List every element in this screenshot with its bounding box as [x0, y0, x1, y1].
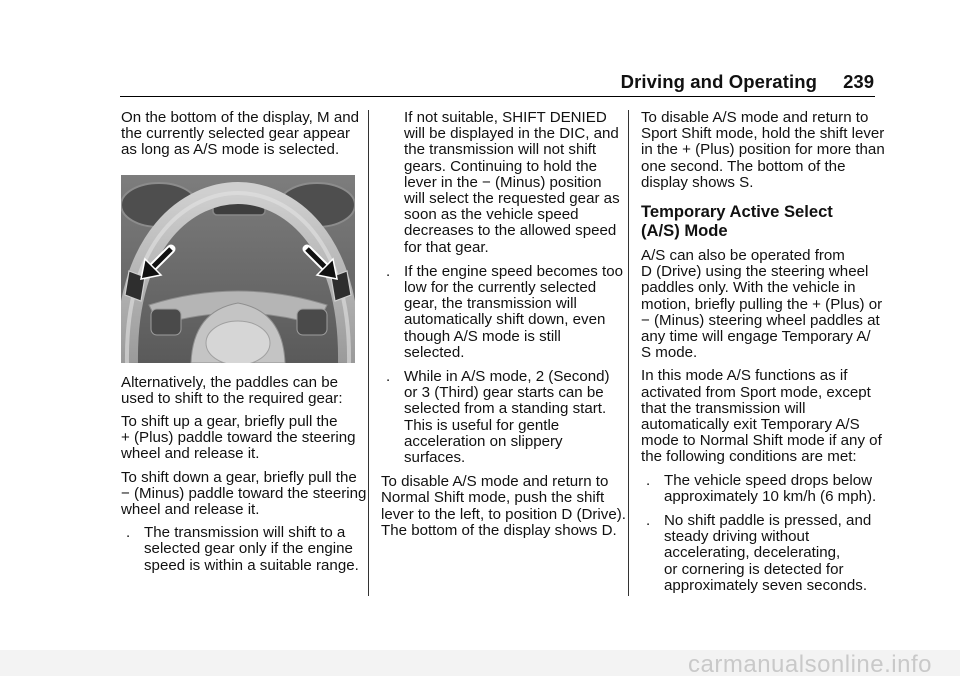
section-title: Driving and Operating: [620, 71, 817, 92]
bullet-mark: .: [386, 368, 391, 386]
column-3: [641, 109, 885, 602]
bullet-mark: .: [646, 471, 651, 489]
steering-wheel-paddles-figure: [121, 175, 355, 363]
column-divider: [368, 110, 369, 596]
paragraph-this-mode: In this mode A/S functions as if activated from Sport mode, except that the transmission will automatically exit Temporary A/S mode to Normal Shift mode if any of the following conditions are met:: [641, 367, 882, 466]
page-header: [0, 71, 960, 97]
paragraph-temporary-as: A/S can also be operated from D (Drive) using the steering wheel paddles only. With the vehicle in motion, briefly pulling the + (Plus) or − (Minus) steering wheel paddles at any time will engage Temporary A/ S mode.: [641, 247, 883, 362]
column-2: [381, 109, 626, 546]
bullet-continuation: If not suitable, SHIFT DENIED will be displayed in the DIC, and the transmission will not shift gears. Continuing to hold the lever in the − (Minus) position will select the requested gear as soon as the vehicle speed decreases to the allowed speed for that gear.: [404, 109, 620, 256]
paragraph-disable-sport-shift: To disable A/S mode and return to Sport Shift mode, hold the shift lever in the + (Plus) position for more than one second. The bottom of the display shows S.: [641, 109, 885, 191]
bullet-vehicle-speed: . The vehicle speed drops below approximately 10 km/h (6 mph).: [646, 471, 877, 505]
column-divider: [628, 110, 629, 596]
bullet-mark: .: [126, 524, 131, 542]
paragraph-paddles: Alternatively, the paddles can be used to shift to the required gear:: [121, 373, 343, 407]
header-rule: [120, 96, 875, 97]
watermark-text: carmanualsonline.info: [688, 651, 932, 678]
column-1: [121, 109, 367, 582]
bullet-no-paddle: . No shift paddle is pressed, and steady driving without accelerating, decelerating, or cornering is detected for approximately seven seconds.: [646, 512, 872, 594]
paragraph-disable-normal-shift: To disable A/S mode and return to Normal Shift mode, push the shift lever to the left, to position D (Drive). The bottom of the display shows D.: [381, 473, 626, 539]
bullet-engine-speed-low: . If the engine speed becomes too low for the currently selected gear, the transmission will automatically shift down, even though A/S mode is still selected.: [386, 262, 624, 361]
page-number: 239: [843, 71, 874, 92]
paragraph-shift-up: To shift up a gear, briefly pull the + (Plus) paddle toward the steering wheel and release it.: [121, 413, 356, 463]
bullet-mark: .: [646, 512, 651, 530]
paragraph-shift-down: To shift down a gear, briefly pull the − (Minus) paddle toward the steering wheel and release it.: [121, 468, 367, 519]
paragraph-display-gear: On the bottom of the display, M and the currently selected gear appear as long as A/S mode is selected.: [121, 109, 359, 159]
bullet-suitable-range: . The transmission will shift to a selected gear only if the engine speed is within a suitable range.: [126, 524, 359, 574]
bullet-standing-start: . While in A/S mode, 2 (Second) or 3 (Third) gear starts can be selected from a standing start. This is useful for gentle acceleration on slippery surfaces.: [386, 368, 610, 467]
watermark-bar: [0, 650, 960, 676]
bullet-mark: .: [386, 262, 391, 280]
section-heading: Temporary Active Select (A/S) Mode: [641, 202, 833, 240]
